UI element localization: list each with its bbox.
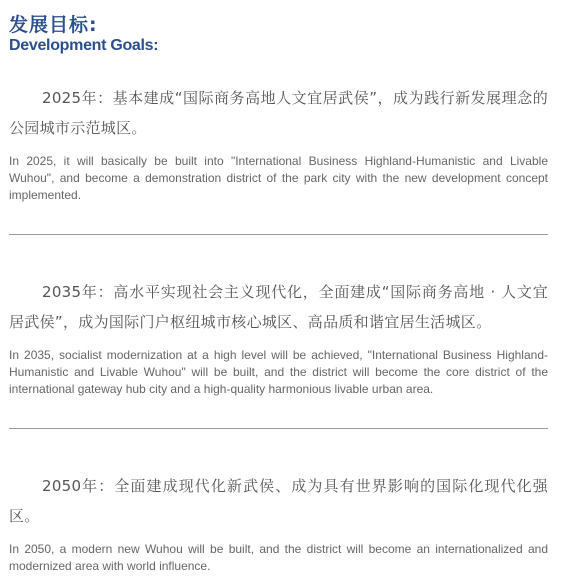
- goal-2035: [9, 277, 548, 398]
- heading-chinese: 发展目标:: [9, 14, 98, 36]
- goal-2050-chinese: 2050年：全面建成现代化新武侯、成为具有世界影响的国际化现代化强区。: [9, 477, 548, 525]
- divider: [9, 428, 548, 429]
- goal-2025-english: In 2025, it will basically be built into "International Business Highland-Humanistic and Livable Wuhou", and become a demonstration district of the park city with the new development concept implemented.: [9, 154, 548, 202]
- goal-2035-english: In 2035, socialist modernization at a high level will be achieved, "International Business Highland-Humanistic and Livable Wuhou" will be built, and the district will become the core district of the international gateway hub city and a high-quality harmonious livable urban area.: [9, 348, 548, 396]
- divider: [9, 234, 548, 235]
- goal-2025-chinese: 2025年：基本建成“国际商务高地人文宜居武侯”，成为践行新发展理念的公园城市示范城区。: [9, 89, 548, 137]
- goal-2050-english: In 2050, a modern new Wuhou will be built, and the district will become an internationalized and modernized area with world influence.: [9, 542, 548, 573]
- goal-2025: [9, 83, 548, 204]
- goal-2050: [9, 471, 548, 575]
- heading-english: Development Goals:: [9, 37, 159, 54]
- goal-2035-chinese: 2035年：高水平实现社会主义现代化，全面建成“国际商务高地 · 人文宜居武侯”，成为国际门户枢纽城市核心城区、高品质和谐宜居生活城区。: [9, 283, 548, 331]
